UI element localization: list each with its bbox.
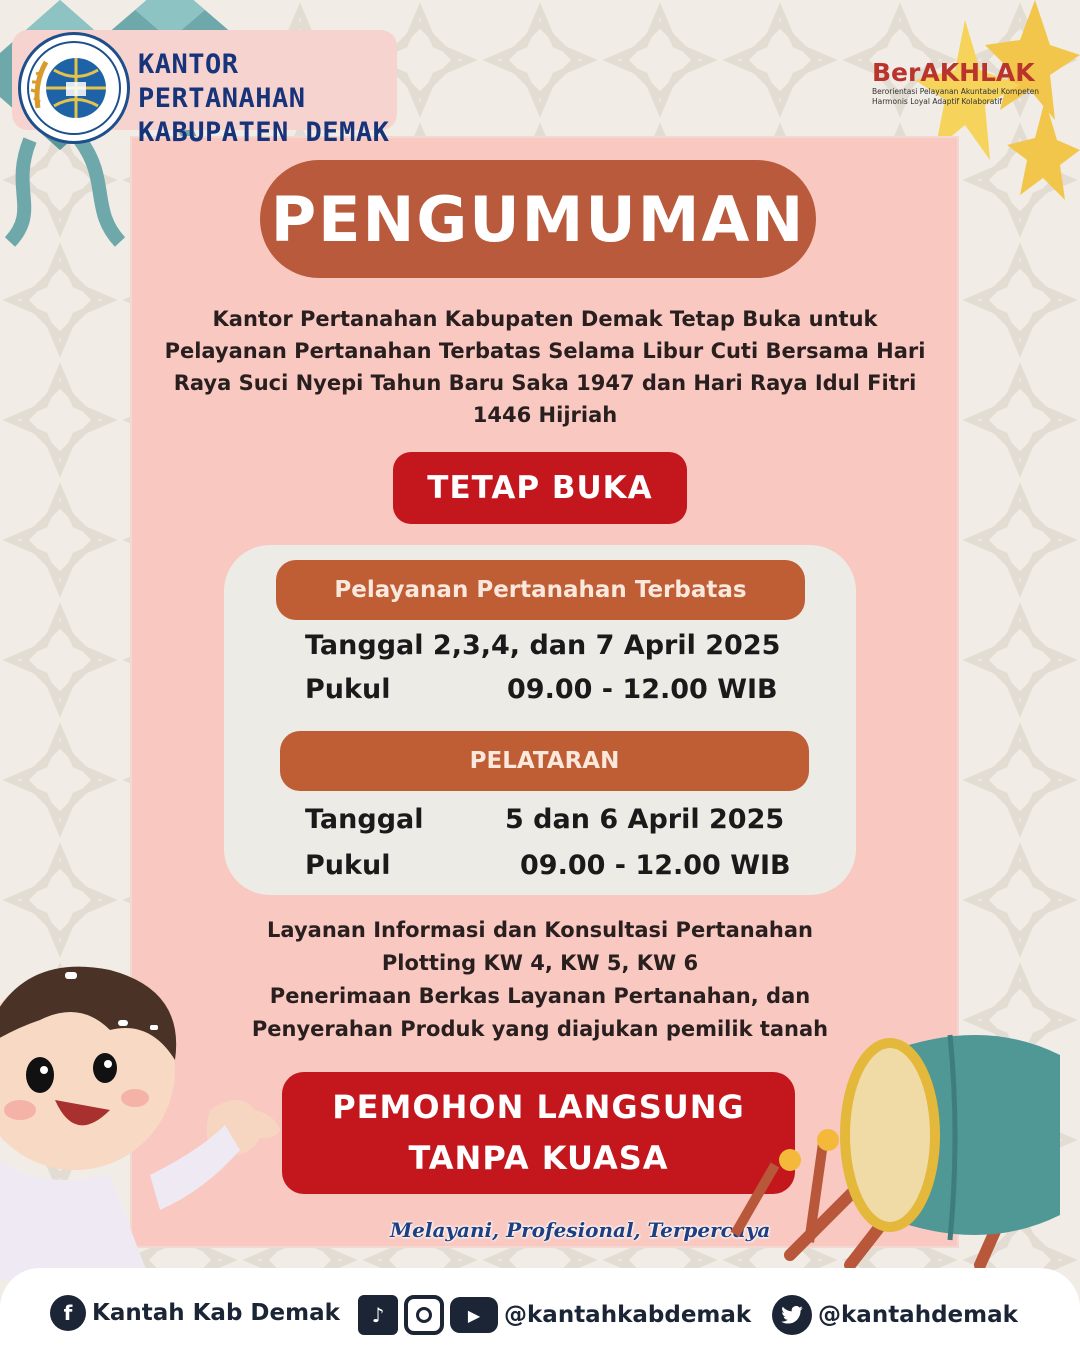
berakhlak-prefix: Ber [872,58,921,87]
multi-platform-link[interactable] [358,1295,751,1335]
pelataran-date-value: 5 dan 6 April 2025 [505,804,785,835]
tiktok-icon: ♪ [358,1295,398,1335]
berakhlak-name [872,58,1039,87]
intro-line: Kantor Pertanahan Kabupaten Demak Tetap Buka untuk [212,307,878,331]
limited-date: Tanggal 2,3,4, dan 7 April 2025 [305,630,781,661]
service-item: Penerimaan Berkas Layanan Pertanahan, dan [269,984,811,1008]
child-illustration-icon [0,960,300,1280]
atr-bpn-logo-icon [18,32,130,144]
twitter-icon [772,1295,812,1335]
applicant-notice-line2: TANPA KUASA [408,1139,669,1177]
youtube-icon: ▶ [450,1297,498,1333]
instagram-icon [404,1295,444,1335]
motto: Melayani, Profesional, Terpercaya [390,1218,771,1242]
pelataran-date-label: Tanggal [305,804,424,835]
multi-platform-handle: @kantahkabdemak [504,1302,752,1328]
twitter-handle: @kantahdemak [818,1302,1018,1328]
status-badge: TETAP BUKA [393,452,687,524]
office-name [138,48,397,150]
header-office-badge [12,30,397,148]
limited-time-value: 09.00 - 12.00 WIB [507,674,778,705]
berakhlak-tagline-2: Harmonis Loyal Adaptif Kolaboratif [872,97,1003,106]
applicant-notice [282,1072,795,1194]
berakhlak-main: AKHLAK [920,58,1035,87]
twitter-link[interactable] [772,1295,1018,1335]
pelataran-time-label: Pukul [305,850,391,881]
limited-service-heading: Pelayanan Pertanahan Terbatas [276,560,805,620]
intro-line: Raya Suci Nyepi Tahun Baru Saka 1947 dan Hari Raya Idul Fitri [173,371,917,395]
facebook-link[interactable] [50,1295,340,1331]
service-item: Plotting KW 4, KW 5, KW 6 [381,951,699,975]
announcement-intro [150,303,940,431]
facebook-icon: f [50,1295,86,1331]
limited-time-label: Pukul [305,674,391,705]
service-item: Layanan Informasi dan Konsultasi Pertanahan [267,918,813,942]
bedug-drum-icon [730,1015,1080,1275]
intro-line: 1446 Hijriah [472,403,618,427]
service-item: Penyerahan Produk yang diajukan pemilik tanah [251,1017,829,1041]
pelataran-time-value: 09.00 - 12.00 WIB [520,850,791,881]
office-name-line2: KABUPATEN DEMAK [138,117,390,148]
berakhlak-logo [872,58,1039,107]
page-title: PENGUMUMAN [260,160,816,278]
applicant-notice-line1: PEMOHON LANGSUNG [332,1088,745,1126]
pelataran-heading: PELATARAN [280,731,809,791]
intro-line: Pelayanan Pertanahan Terbatas Selama Libur Cuti Bersama Hari [164,339,926,363]
facebook-handle: Kantah Kab Demak [92,1300,340,1326]
berakhlak-tagline-1: Berorientasi Pelayanan Akuntabel Kompeten [872,87,1040,96]
office-name-line1: KANTOR PERTANAHAN [138,49,306,114]
